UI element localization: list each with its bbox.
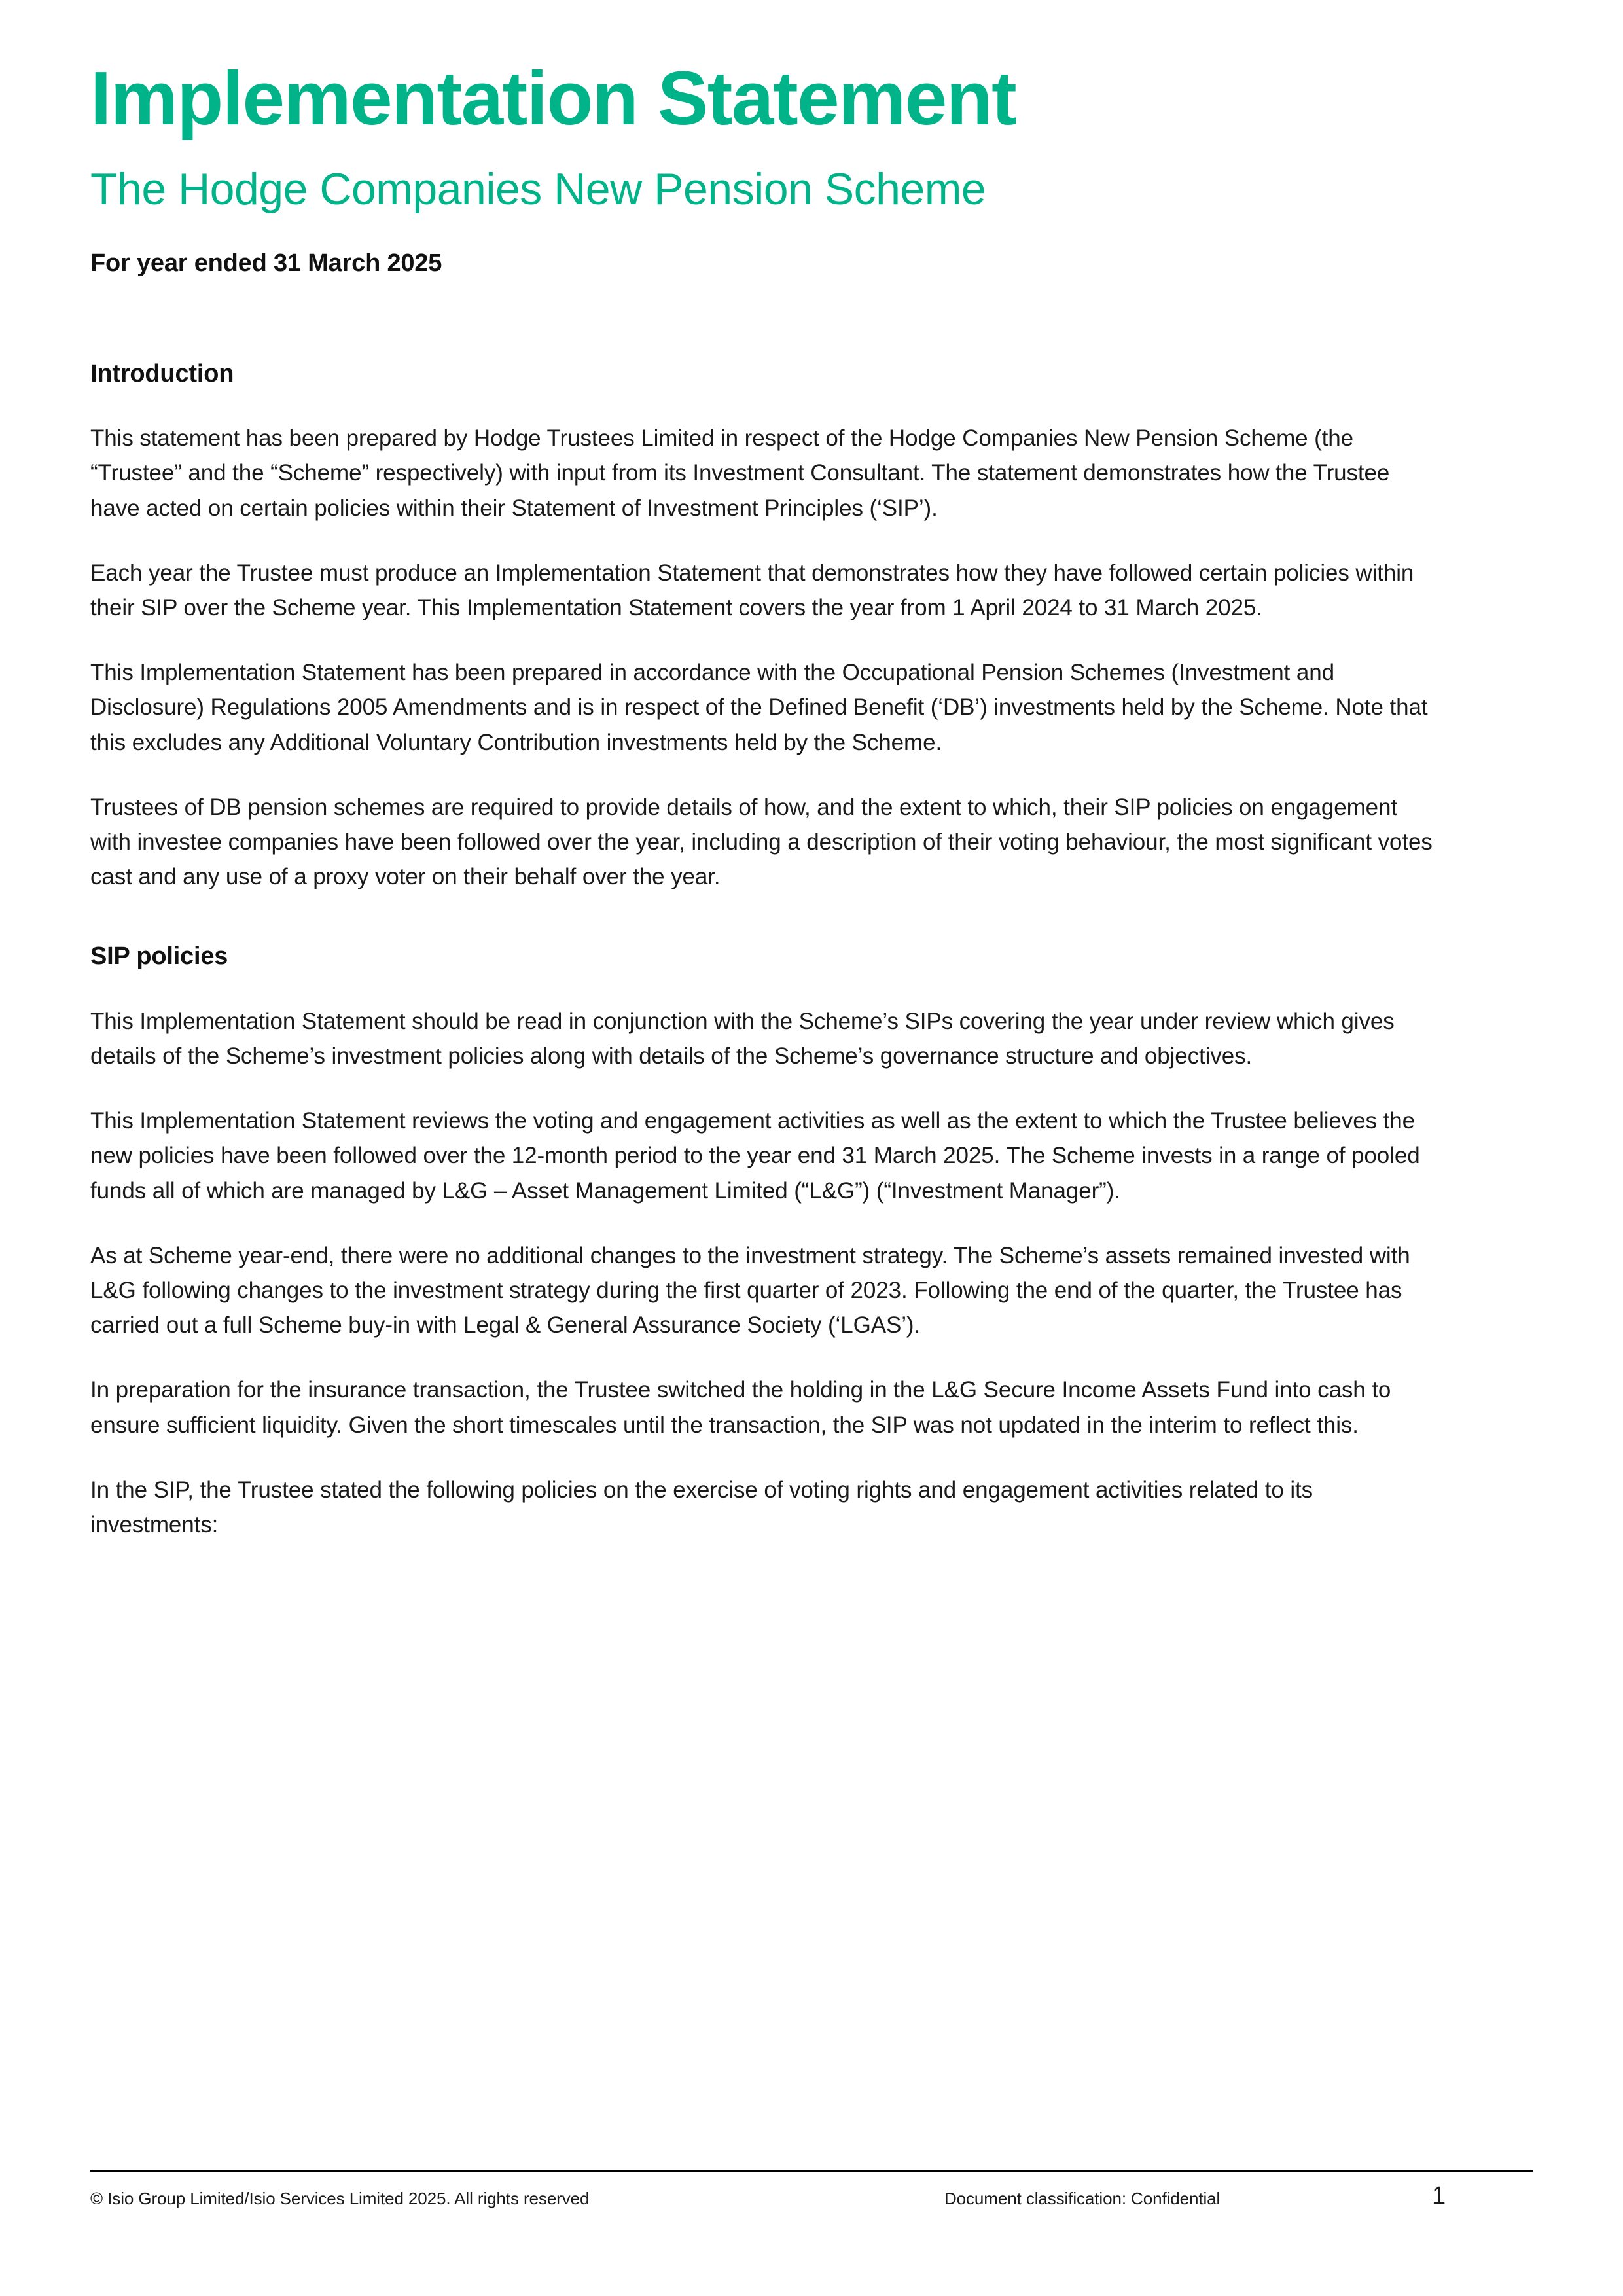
page-title: Implementation Statement: [90, 56, 1016, 141]
paragraph: This Implementation Statement should be read in conjunction with the Scheme’s SIPs covering the year under review which gives details of the Scheme’s investment policies along with details of the Scheme’s governance structure and objectives.: [90, 1008, 1395, 1069]
page-footer: [90, 2170, 1533, 2219]
paragraph: As at Scheme year-end, there were no additional changes to the investment strategy. The Scheme’s assets remained invested with L&G following changes to the investment strategy during the first quarter of 2023. Following the end of the quarter, the Trustee has carried out a full Scheme buy-in with Legal & General Assurance Society (‘LGAS’).: [90, 1242, 1410, 1338]
paragraph: In preparation for the insurance transaction, the Trustee switched the holding in the L&G Secure Income Assets Fund into cash to ensure sufficient liquidity. Given the short timescales until the transaction, the SIP was not updated in the interim to reflect this.: [90, 1377, 1391, 1438]
footer-copyright: © Isio Group Limited/Isio Services Limited 2025. All rights reserved: [90, 2189, 590, 2208]
page-subtitle: The Hodge Companies New Pension Scheme: [90, 164, 986, 214]
footer-row: [90, 2182, 1533, 2219]
paragraph: Trustees of DB pension schemes are required to provide details of how, and the extent to which, their SIP policies on engagement with investee companies have been followed over the year, including a description of their voting behaviour, the most significant votes cast and any use of a proxy voter on their behalf over the year.: [90, 794, 1433, 890]
footer-divider: [90, 2170, 1533, 2172]
date-range-label: For year ended 31 March 2025: [90, 249, 442, 278]
footer-page-number: 1: [1432, 2182, 1446, 2210]
paragraph: This Implementation Statement reviews the voting and engagement activities as well as the extent to which the Trustee believes the new policies have been followed over the 12-month period to the year end 31 March 2025. The Scheme invests in a range of pooled funds all of which are managed by L&G – Asset Management Limited (“L&G”) (“Investment Manager”).: [90, 1108, 1420, 1204]
footer-classification: Document classification: Confidential: [944, 2189, 1221, 2208]
document-content: [90, 0, 1530, 1542]
paragraph: In the SIP, the Trustee stated the following policies on the exercise of voting rights and engagement activities related to its investments:: [90, 1477, 1313, 1537]
paragraph: Each year the Trustee must produce an Implementation Statement that demonstrates how they have followed certain policies within their SIP over the Scheme year. This Implementation Statement covers the year from 1 April 2024 to 31 March 2025.: [90, 560, 1414, 621]
paragraph: This Implementation Statement has been prepared in accordance with the Occupational Pension Schemes (Investment and Disclosure) Regulations 2005 Amendments and is in respect of the Defined Benefit (‘DB’) investments held by the Scheme. Note that this excludes any Additional Voluntary Contribution investments held by the Scheme.: [90, 660, 1428, 755]
document-body: [90, 279, 1530, 1542]
paragraph: This statement has been prepared by Hodge Trustees Limited in respect of the Hodge Companies New Pension Scheme (the “Trustee” and the “Scheme” respectively) with input from its Investment Consultant. The statement demonstrates how the Trustee have acted on certain policies within their Statement of Investment Principles (‘SIP’).: [90, 425, 1390, 521]
section-heading-introduction: Introduction: [90, 359, 234, 387]
section-heading-sip-policies: SIP policies: [90, 942, 228, 971]
